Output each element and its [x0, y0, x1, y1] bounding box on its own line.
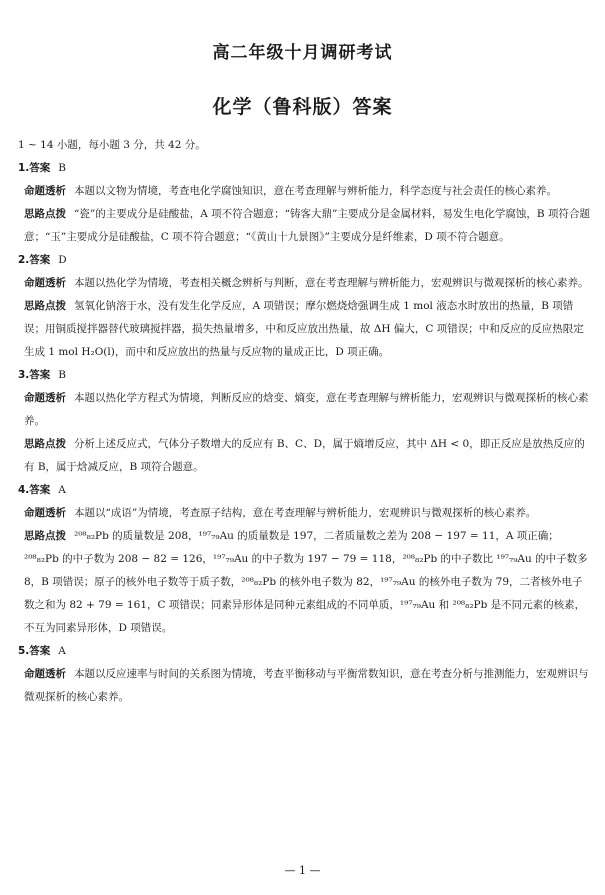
document-body	[18, 134, 592, 709]
page-title: 高二年级十月调研考试	[212, 43, 393, 63]
hint-text: 分析上述反应式，气体分子数增大的反应有 B、C、D，属于熵增反应，其中 ΔH < 0，即正反应是放热反应的有 B，属于焓减反应，B 项符合题意。	[24, 438, 585, 473]
question-1-answer-line	[18, 157, 592, 180]
question-number: 3.	[18, 369, 30, 381]
answer-label: 答案	[29, 162, 51, 174]
answer-value: B	[58, 369, 67, 381]
design-text: 本题以热化学为情境，考查相关概念辨析与判断，意在考查理解与辨析能力，宏观辨识与微观探析的核心素养。	[74, 277, 589, 289]
answer-label: 答案	[29, 254, 51, 266]
question-1-hint	[24, 203, 592, 249]
hint-text: “瓷”的主要成分是硅酸盐，A 项不符合题意；“铸客大鼎”主要成分是金属材料，易发生电化学腐蚀，B 项符合题意；“玉”主要成分是硅酸盐，C 项不符合题意；“《黄山十九景图》”主要成分是纤维素，D 项不符合题意。	[24, 208, 590, 243]
answer-value: D	[58, 254, 67, 266]
question-3-design	[24, 387, 592, 433]
question-number: 4.	[18, 484, 30, 496]
question-4-design	[24, 502, 592, 525]
hint-text: 氢氧化钠溶于水，没有发生化学反应，A 项错误；摩尔燃烧焓强调生成 1 mol 液态水时放出的热量，B 项错误；用铜质搅拌器替代玻璃搅拌器，损失热量增多，中和反应放出热量，故 ΔH 偏大，C 项错误；中和反应的反应热限定生成 1 mol H₂O(l)，而中和反应放出的热量与反应物的量成正比，D 项正确。	[24, 300, 584, 358]
design-text: 本题以反应速率与时间的关系图为情境，考查平衡移动与平衡常数知识，意在考查分析与推测能力，宏观辨识与微观探析的核心素养。	[24, 668, 589, 703]
question-3-answer-line	[18, 364, 592, 387]
design-text: 本题以文物为情境，考查电化学腐蚀知识，意在考查理解与辨析能力，科学态度与社会责任的核心素养。	[74, 185, 557, 197]
section-intro: 1 ~ 14 小题，每小题 3 分，共 42 分。	[18, 139, 206, 151]
answer-value: A	[58, 645, 66, 657]
hint-text: ²⁰⁸₈₂Pb 的质量数是 208，¹⁹⁷₇₉Au 的质量数是 197，二者质量数之差为 208 − 197 = 11，A 项正确；²⁰⁸₈₂Pb 的中子数为 208 − 82 = 126，¹⁹⁷₇₉Au 的中子数为 197 − 79 = 118，²⁰⁸₈₂Pb 的中子数比 ¹⁹⁷₇₉Au 的中子数多 8，B 项错误；原子的核外电子数等于质子数，²⁰⁸₈₂Pb 的核外电子数为 82，¹⁹⁷₇₉Au 的核外电子数为 79，二者核外电子数之和为 82 + 79 = 161，C 项错误；同素异形体是同种元素组成的不同单质，¹⁹⁷₇₉Au 和 ²⁰⁸₈₂Pb 是不同元素的核素，不互为同素异形体，D 项错误。	[24, 530, 588, 634]
hint-label: 思路点拨	[24, 300, 66, 312]
hint-label: 思路点拨	[24, 208, 66, 220]
question-5-answer-line	[18, 640, 592, 663]
page-number: — 1 —	[284, 864, 321, 877]
question-4-answer-line	[18, 479, 592, 502]
design-label: 命题透析	[24, 507, 66, 519]
hint-label: 思路点拨	[24, 438, 66, 450]
question-3-hint	[24, 433, 592, 479]
hint-label: 思路点拨	[24, 530, 66, 542]
question-2-design	[24, 272, 592, 295]
answer-label: 答案	[29, 484, 51, 496]
design-text: 本题以热化学方程式为情境，判断反应的焓变、熵变，意在考查理解与辨析能力，宏观辨识与微观探析的核心素养。	[24, 392, 589, 427]
question-4-hint	[24, 525, 592, 640]
question-number: 1.	[18, 162, 30, 174]
answer-label: 答案	[29, 369, 51, 381]
design-label: 命题透析	[24, 392, 66, 404]
design-label: 命题透析	[24, 668, 66, 680]
answer-label: 答案	[29, 645, 51, 657]
question-number: 2.	[18, 254, 30, 266]
answer-value: B	[58, 162, 67, 174]
design-text: 本题以“成语”为情境，考查原子结构，意在考查理解与辨析能力，宏观辨识与微观探析的核心素养。	[74, 507, 537, 519]
question-5-design	[24, 663, 592, 709]
answer-value: A	[58, 484, 66, 496]
page-subtitle: 化学（鲁科版）答案	[212, 96, 393, 118]
question-2-hint	[24, 295, 592, 364]
question-number: 5.	[18, 645, 30, 657]
design-label: 命题透析	[24, 185, 66, 197]
question-1-design	[24, 180, 592, 203]
design-label: 命题透析	[24, 277, 66, 289]
question-2-answer-line	[18, 249, 592, 272]
